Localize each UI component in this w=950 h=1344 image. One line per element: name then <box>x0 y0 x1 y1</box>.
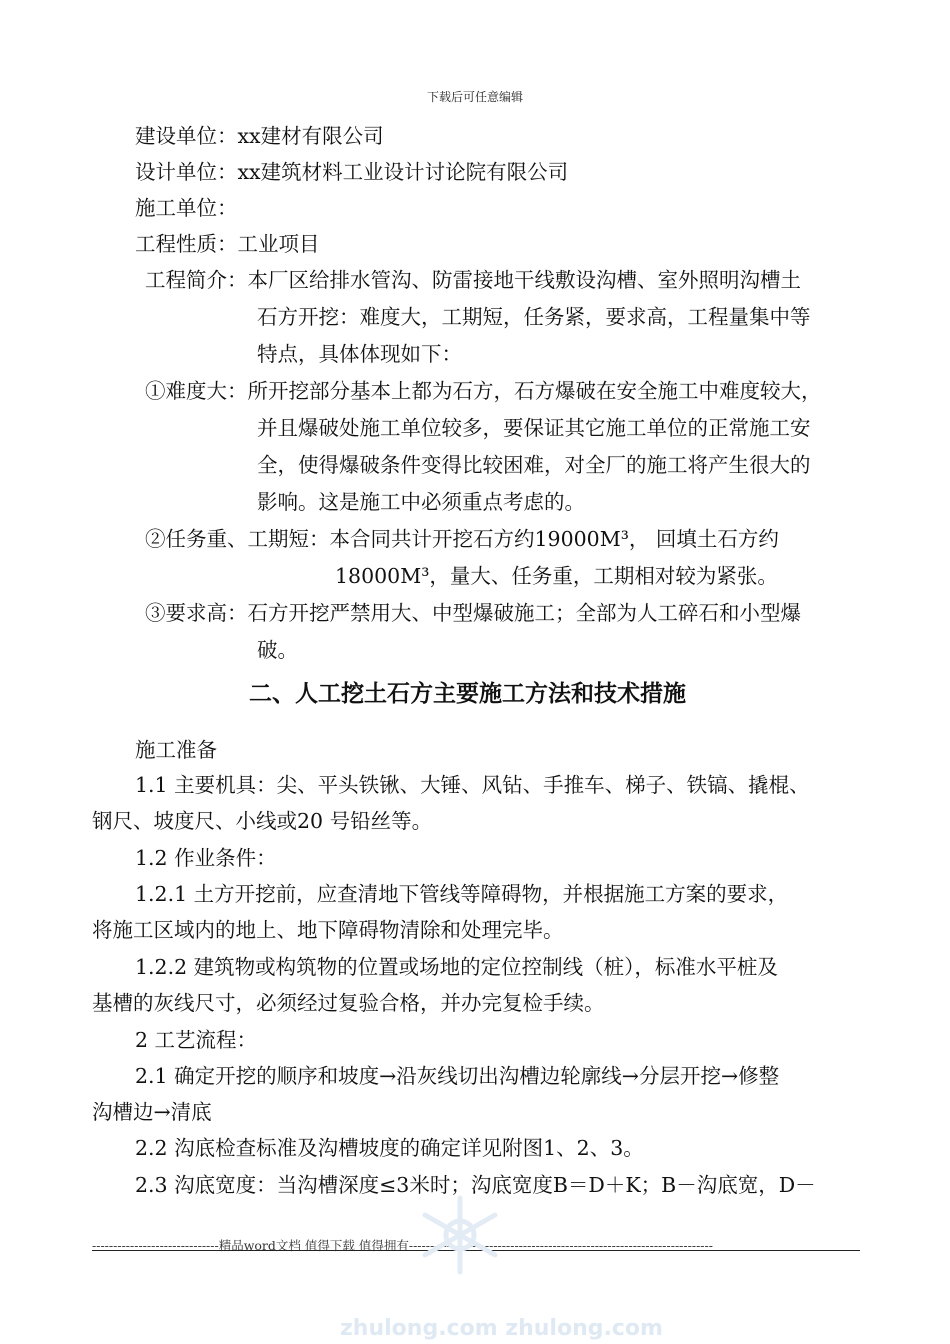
text-line: 并且爆破处施工单位较多，要保证其它施工单位的正常施工安 <box>257 416 811 440</box>
text-line: ①难度大：所开挖部分基本上都为石方，石方爆破在安全施工中难度较大， <box>145 379 822 403</box>
text-line: 破。 <box>257 638 298 662</box>
text-line: 影响。这是施工中必须重点考虑的。 <box>257 490 585 514</box>
text-line: ②任务重、工期短：本合同共计开挖石方约19000M³， 回填土石方约 <box>145 527 779 551</box>
text-line: 1.2 作业条件： <box>135 846 277 870</box>
section-heading: 二、人工挖土石方主要施工方法和技术措施 <box>249 681 686 707</box>
page-header: 下载后可任意编辑 <box>426 90 523 104</box>
site-watermark: zhulong.com zhulong.com <box>340 1316 663 1341</box>
text-line: 石方开挖：难度大，工期短，任务紧，要求高，工程量集中等 <box>257 305 811 329</box>
text-line: 工程性质：工业项目 <box>135 232 320 256</box>
text-line: 将施工区域内的地上、地下障碍物清除和处理完毕。 <box>92 918 564 942</box>
text-line: ③要求高：石方开挖严禁用大、中型爆破施工；全部为人工碎石和小型爆 <box>145 601 801 625</box>
snowflake-watermark-icon <box>385 1190 535 1280</box>
text-line: 1.2.2 建筑物或构筑物的位置或场地的定位控制线（桩），标准水平桩及 <box>135 955 778 979</box>
text-line: 建设单位：xx建材有限公司 <box>135 124 384 148</box>
text-line: 设计单位：xx建筑材料工业设计讨论院有限公司 <box>135 160 569 184</box>
text-line: 特点，具体体现如下： <box>257 342 462 366</box>
text-line: 基槽的灰线尺寸，必须经过复验合格，并办完复检手续。 <box>92 991 605 1015</box>
text-line: 2.1 确定开挖的顺序和坡度→沿灰线切出沟槽边轮廓线→分层开挖→修整 <box>135 1064 780 1088</box>
text-line: 施工单位： <box>135 196 238 220</box>
text-line: 施工准备 <box>135 738 217 762</box>
text-line: 2.3 沟底宽度：当沟槽深度≤3米时；沟底宽度B＝D＋K；B－沟底宽，D－ <box>135 1173 816 1197</box>
text-line: 全，使得爆破条件变得比较困难，对全厂的施工将产生很大的 <box>257 453 811 477</box>
text-line: 工程简介：本厂区给排水管沟、防雷接地干线敷设沟槽、室外照明沟槽土 <box>145 268 801 292</box>
text-line: 1.2.1 土方开挖前，应查清地下管线等障碍物，并根据施工方案的要求， <box>135 882 789 906</box>
text-line: 钢尺、坡度尺、小线或20 号铅丝等。 <box>92 809 433 833</box>
text-line: 18000M³，量大、任务重，工期相对较为紧张。 <box>335 564 778 588</box>
text-line: 2.2 沟底检查标准及沟槽坡度的确定详见附图1、2、3。 <box>135 1136 644 1160</box>
text-line: 沟槽边→清底 <box>92 1100 212 1124</box>
page-footer: ------------------------------精品word文档 值得下载 值得拥有------------------------------------------------------------------------ <box>92 1238 713 1253</box>
text-line: 1.1 主要机具：尖、平头铁锹、大锤、风钻、手推车、梯子、铁镐、撬棍、 <box>135 773 810 797</box>
text-line: 2 工艺流程： <box>135 1028 258 1052</box>
